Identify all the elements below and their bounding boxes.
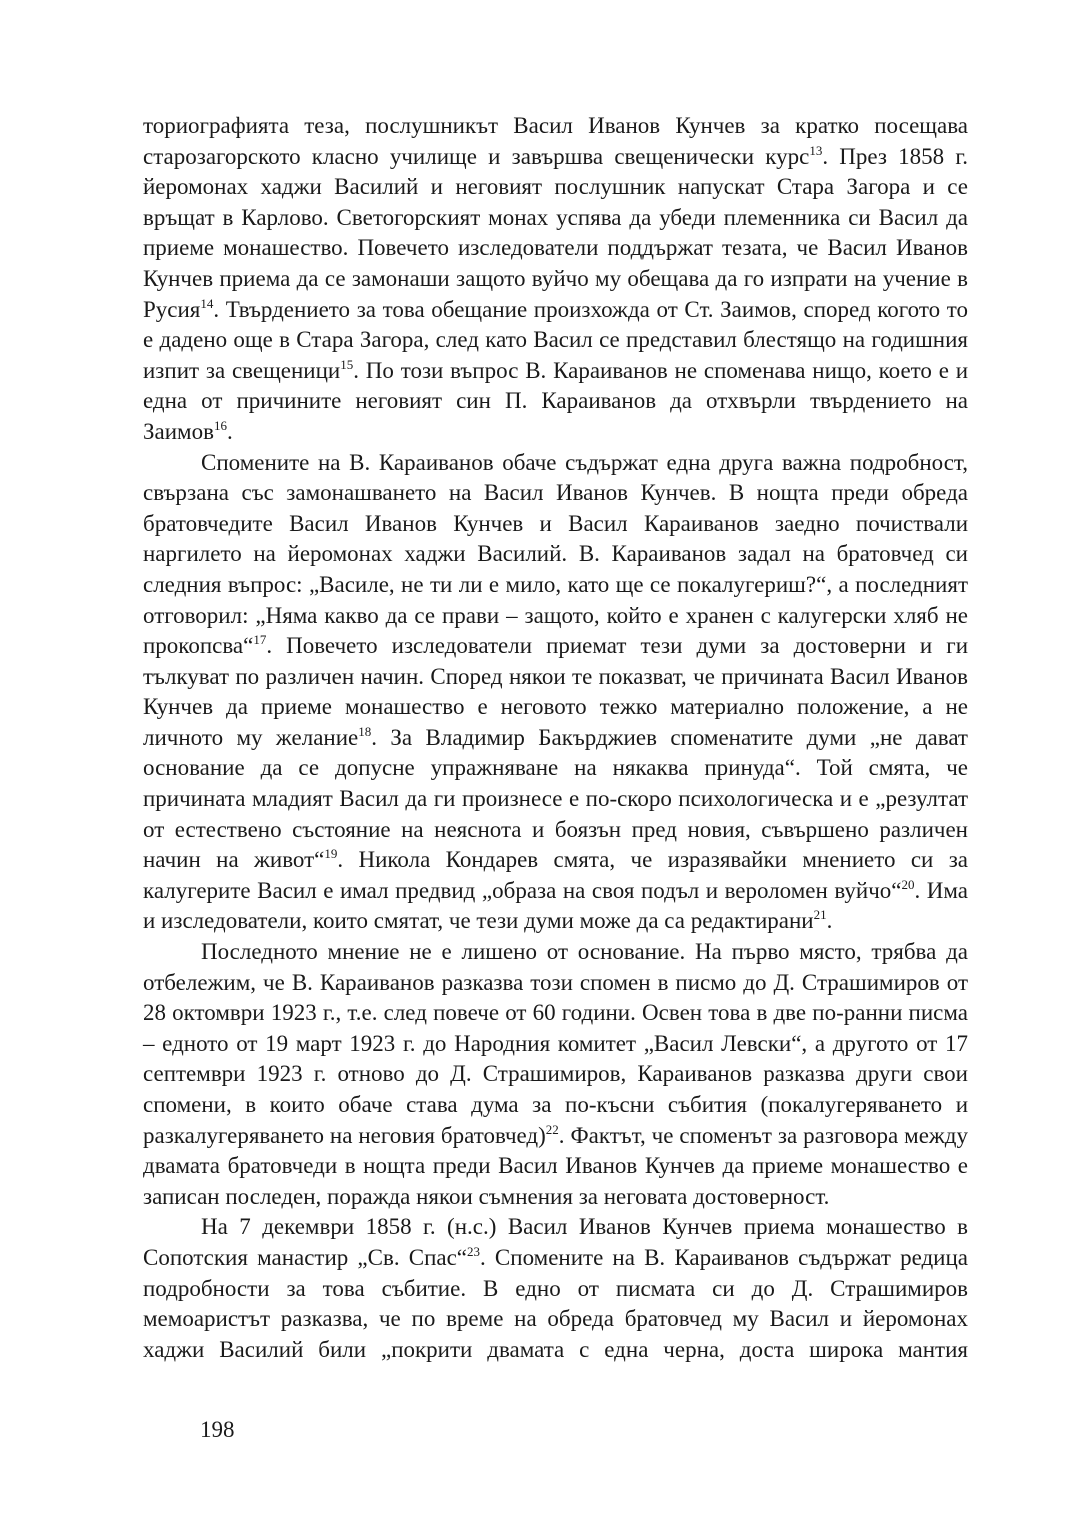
text-run: . Никола Кондарев смята, че изразявайки мнението си за калугерите Васил е имал предвид „образа на своя подъл и вероломен вуйчо“ <box>143 847 968 903</box>
text-run: . Спомените на В. Караиванов съдържат редица подробности за това събитие. В едно от писмата си до Д. Страшимиров мемоаристът разказва, че по време на обреда братовчед му Васил и йеромонах хаджи Василий били „покрити двамата с една черна, доста широка мантия <box>143 1244 969 1362</box>
footnote-ref: 20 <box>901 876 915 892</box>
paragraph-3 <box>143 937 968 1212</box>
text-run: . Има и изследователи, които смятат, че тези думи може да са редактирани <box>143 877 968 934</box>
text-run: . <box>826 908 833 934</box>
paragraph-4 <box>143 1212 968 1365</box>
text-run: ториографията теза, послушникът Васил Иванов Кунчев за кратко посещава старозагорското класно училище и завършва свещенически курс <box>143 113 968 169</box>
text-run: . Повечето изследователи приемат тези думи за достоверни и ги тълкуват по различен начин. Според някои те показват, че причината Васил Иванов Кунчев да приеме монашество е неговото тежко материално положение, а не личното му желание <box>143 633 968 750</box>
text-run: . През 1858 г. йеромонах хаджи Василий и неговият послушник напускат Стара Загора и се връщат в Карлово. Светогорският монах успява да убеди племенника си Васил да приеме монашество. Повечето изследователи поддържат тезата, че Васил Иванов Кунчев приема да се замонаши защото вуйчо му обещава да го изпрати на учение в Русия <box>143 143 968 322</box>
body-text <box>143 111 968 1365</box>
text-run: Последното мнение не е лишено от основание. На първо място, трябва да отбележим, че В. Караиванов разказва този спомен в писмо до Д. Страшимиров от 28 октомври 1923 г., т.е. след повече от 60 години. Освен това в две по-ранни писма – едното от 19 март 1923 г. до Народния комитет „Васил Левски“, а другото от 17 септември 1923 г. отново до Д. Страшимиров, Караиванов разказва други свои спомени, в които обаче става дума за по-късни събития (покалугеряването и разкалугеряването на неговия братовчед) <box>143 939 968 1148</box>
text-run: . <box>226 418 233 444</box>
footnote-ref: 15 <box>340 356 354 372</box>
footnote-ref: 17 <box>253 632 267 648</box>
text-run: . Твърдението за това обещание произхожда от Ст. Заимов, според когото то е дадено още в Стара Загора, след като Васил се представил блестящо на годишния изпит за свещеници <box>143 296 968 383</box>
page-number: 198 <box>200 1417 235 1442</box>
footnote-ref: 21 <box>813 907 827 923</box>
text-run: . Фактът, че споменът за разговора между двамата братовчеди в нощта преди Васил Иванов Кунчев да приеме монашество е записан последен, поражда някои съмнения за неговата достоверност. <box>143 1122 969 1209</box>
paragraph-2 <box>143 448 968 938</box>
text-run: На 7 декември 1858 г. (н.с.) Васил Иванов Кунчев приема монашество в Сопотския манастир „Св. Спас“ <box>143 1214 968 1270</box>
footnote-ref: 23 <box>467 1243 481 1259</box>
footnote-ref: 16 <box>213 417 227 433</box>
footnote-ref: 18 <box>358 723 372 739</box>
footnote-ref: 22 <box>545 1121 559 1137</box>
paragraph-1 <box>143 111 968 448</box>
text-run: . За Владимир Бакърджиев споменатите думи „не дават основание да се допусне упражняване на някаква принуда“. Той смята, че причината младият Васил да ги произнесе е по-скоро психологическа и е „резултат от естествено състояние на неяснота и боязън пред новия, съвършено различен начин на живот“ <box>143 724 968 873</box>
footnote-ref: 13 <box>809 142 823 158</box>
footnote-ref: 14 <box>200 295 214 311</box>
text-run: Спомените на В. Караиванов обаче съдържат една друга важна подробност, свързана със замонашването на Васил Иванов Кунчев. В нощта преди обреда братовчедите Васил Иванов Кунчев и Васил Караиванов заедно почиствали наргилето на йеромонах хаджи Василий. В. Караиванов задал на братовчед си следния въпрос: „Василе, не ти ли е мило, като ще се покалугериш?“, а последният отговорил: „Няма какво да се прави – защото, който е хранен с калугерски хляб не прокопсва“ <box>143 449 968 659</box>
footnote-ref: 19 <box>324 846 338 862</box>
text-run: . По този въпрос В. Караиванов не споменава нищо, което е и една от причините неговият син П. Караиванов да отхвърли твърдението на Заимов <box>143 357 969 444</box>
